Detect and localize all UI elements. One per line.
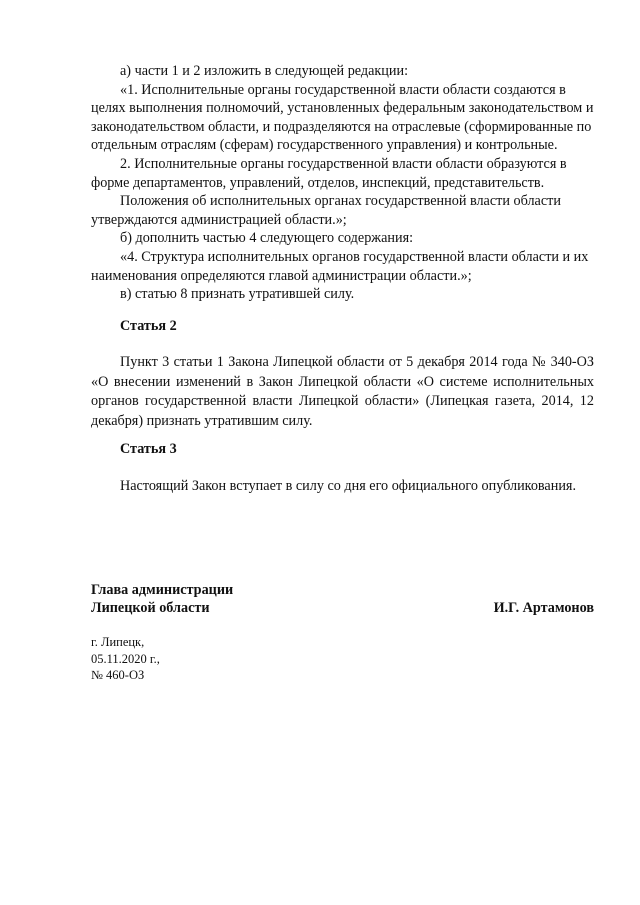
signature-row	[91, 599, 594, 617]
signature-title-line-1: Глава администрации	[91, 582, 234, 598]
publication-date: 05.11.2020 г.,	[91, 651, 160, 666]
signature-title-line-2: Липецкой области	[91, 600, 210, 616]
signature-block	[91, 581, 594, 617]
amendment-item-b: б) дополнить частью 4 следующего содержания:	[120, 230, 414, 247]
amendments-block	[91, 62, 594, 304]
article-3-text: Настоящий Закон вступает в силу со дня его официального опубликования.	[120, 478, 576, 494]
amendment-part-1: «1. Исполнительные органы государственной власти области создаются в целях выполнения полномочий, установленных федеральным законодательством и законодательством области, и подразделяются на отраслевые (сформированные по отдельным отраслям (сферам) государственного управления) и контрольные.	[91, 81, 594, 154]
amendment-part-2: 2. Исполнительные органы государственной власти области образуются в форме департаментов, управлений, отделов, инспекций, представительств.	[91, 155, 567, 191]
signatory-name: И.Г. Артамонов	[493, 600, 594, 616]
amendment-regulations: Положения об исполнительных органах государственной власти области утверждаются администрацией области.»;	[91, 193, 561, 228]
publication-info	[91, 634, 160, 684]
amendment-item-v: в) статью 8 признать утратившей силу.	[120, 286, 355, 303]
publication-number: № 460-ОЗ	[91, 668, 145, 682]
article-3-heading: Статья 3	[120, 441, 177, 457]
amendment-item-a: а) части 1 и 2 изложить в следующей редакции:	[120, 63, 409, 79]
article-2-heading: Статья 2	[120, 318, 177, 334]
article-2-text: Пункт 3 статьи 1 Закона Липецкой области от 5 декабря 2014 года № 340-ОЗ «О внесении изменений в Закон Липецкой области «О системе исполнительных органов государственной власти Липецкой области» (Липецкая газета, 2014, 12 декабря) признать утратившим силу.	[91, 354, 594, 429]
amendment-part-4: «4. Структура исполнительных органов государственной власти области и их наименования определяются главой администрации области.»;	[91, 248, 589, 284]
article-2-body	[91, 353, 594, 431]
publication-city: г. Липецк,	[91, 635, 145, 649]
article-3-body	[91, 477, 594, 497]
